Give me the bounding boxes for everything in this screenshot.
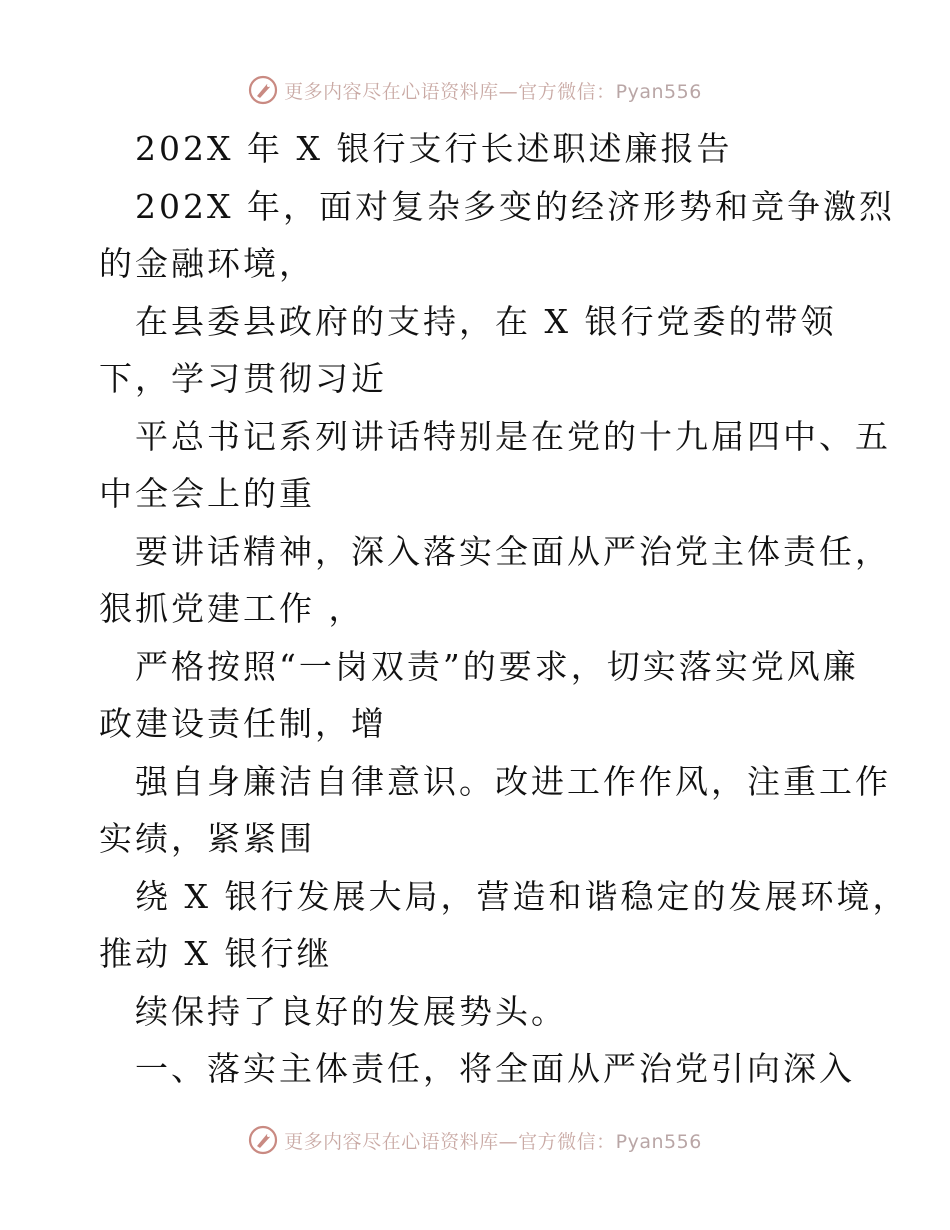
- watermark-handle: Pyan556: [615, 80, 702, 103]
- text-line: 严格按照“一岗双责”的要求，切实落实党风廉: [135, 646, 859, 686]
- text-line: 的金融环境，: [99, 244, 315, 283]
- text-line: 平总书记系列讲话特别是在党的十九届四中、五: [135, 416, 891, 456]
- text-line: 强自身廉洁自律意识。改进工作作风，注重工作: [135, 761, 891, 801]
- text-line: 政建设责任制，增: [99, 704, 387, 743]
- text-line: 在县委县政府的支持，在 X 银行党委的带领: [135, 301, 837, 341]
- watermark-text: 更多内容尽在心语资料库—官方微信：Pyan556: [284, 80, 702, 103]
- text-line: 下，学习贯彻习近: [99, 359, 387, 398]
- watermark-handle: Pyan556: [615, 1130, 702, 1153]
- text-line: 绕 X 银行发展大局，营造和谐稳定的发展环境，: [135, 876, 909, 916]
- document-title: 202X 年 X 银行支行长述职述廉报告: [135, 129, 733, 168]
- text-line: 续保持了良好的发展势头。: [135, 991, 567, 1031]
- watermark-text: 更多内容尽在心语资料库—官方微信：Pyan556: [284, 1130, 702, 1153]
- pen-nib-icon: [248, 75, 278, 105]
- footer-watermark: [0, 1120, 950, 1160]
- text-line: 一、落实主体责任，将全面从严治党引向深入: [135, 1049, 855, 1088]
- text-line: 202X 年，面对复杂多变的经济形势和竞争激烈: [135, 186, 895, 226]
- text-line: 中全会上的重: [99, 474, 315, 513]
- text-line: 推动 X 银行继: [99, 934, 333, 973]
- text-line: 要讲话精神，深入落实全面从严治党主体责任，: [135, 531, 891, 571]
- document-body: [99, 120, 909, 1098]
- header-watermark: [0, 70, 950, 110]
- text-line: 实绩，紧紧围: [99, 819, 315, 858]
- text-line: 狠抓党建工作 ，: [99, 589, 365, 628]
- pen-nib-icon: [248, 1125, 278, 1155]
